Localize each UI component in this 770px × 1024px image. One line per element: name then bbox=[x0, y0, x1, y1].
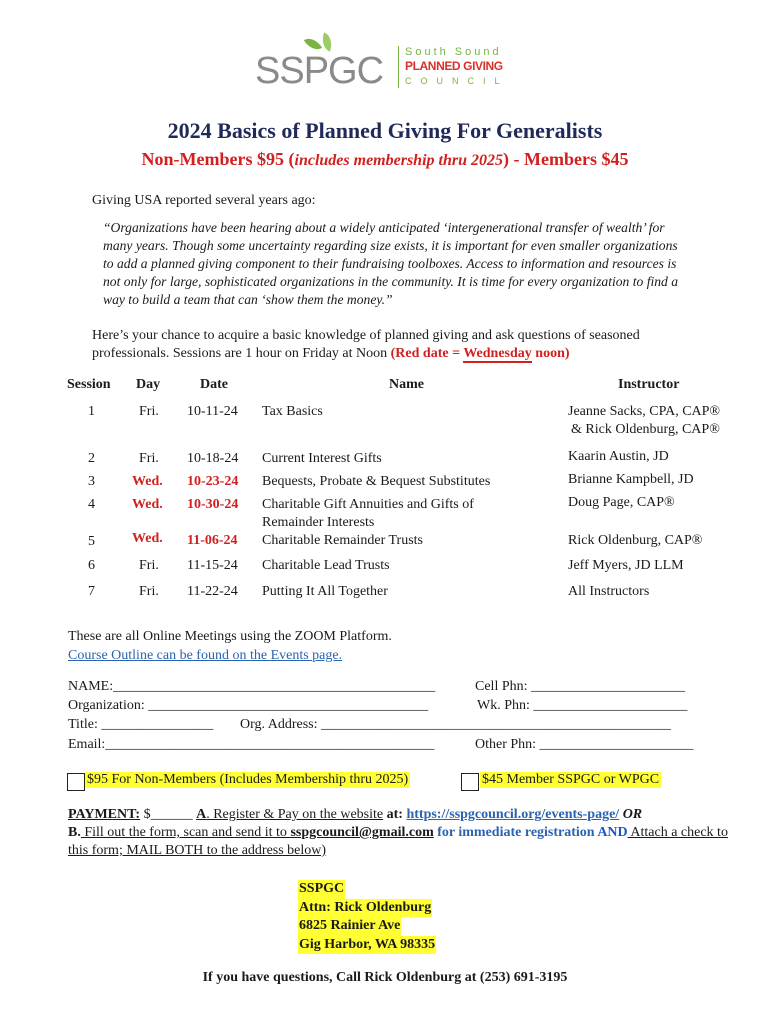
row1-instructor: Jeanne Sacks, CPA, CAP® bbox=[568, 404, 721, 419]
work-phone-field[interactable]: Wk. Phn: ______________________ bbox=[477, 698, 688, 713]
option-b-text: Fill out the form, scan and send it to bbox=[80, 825, 291, 840]
pricing-separator: ) - bbox=[502, 149, 524, 169]
online-text: These are all Online Meetings using the ZOOM Platform. bbox=[68, 629, 392, 644]
row5-instructor: Rick Oldenburg, CAP® bbox=[568, 533, 703, 548]
organization-field[interactable]: Organization: ________________________________________ bbox=[68, 698, 429, 713]
address-line-2: Attn: Rick Oldenburg bbox=[298, 899, 432, 918]
row6-session: 6 bbox=[88, 558, 95, 573]
row5-date: 11-06-24 bbox=[187, 533, 238, 548]
address-line-3: 6825 Rainier Ave bbox=[298, 917, 401, 936]
logo-line-2: PLANNED GIVING bbox=[405, 59, 503, 73]
row1-name: Tax Basics bbox=[262, 404, 323, 419]
row2-name: Current Interest Gifts bbox=[262, 451, 382, 466]
payment-instructions bbox=[68, 806, 728, 860]
row3-session: 3 bbox=[88, 474, 95, 489]
name-field[interactable]: NAME:______________________________________________ bbox=[68, 679, 436, 694]
row1-day: Fri. bbox=[139, 404, 159, 419]
cell-phone-field[interactable]: Cell Phn: ______________________ bbox=[475, 679, 686, 694]
and-text: AND bbox=[597, 825, 628, 840]
row5-name: Charitable Remainder Trusts bbox=[262, 533, 423, 548]
row1-date: 10-11-24 bbox=[187, 404, 238, 419]
red-note-suffix: noon) bbox=[531, 346, 570, 361]
immediate-registration-text: for immediate registration bbox=[433, 825, 598, 840]
row6-instructor: Jeff Myers, JD LLM bbox=[568, 558, 684, 573]
org-address-field[interactable]: Org. Address: __________________________________________________ bbox=[240, 717, 672, 732]
row3-instructor: Brianne Kampbell, JD bbox=[568, 472, 694, 487]
contact-footer: If you have questions, Call Rick Oldenburg at (253) 691-3195 bbox=[202, 970, 568, 985]
payment-amount: $______ bbox=[140, 807, 197, 822]
row7-date: 11-22-24 bbox=[187, 584, 238, 599]
logo bbox=[255, 42, 525, 94]
member-option-label: $45 Member SSPGC or WPGC bbox=[482, 772, 660, 787]
row1-session: 1 bbox=[88, 404, 95, 419]
pricing-nonmember: Non-Members $95 ( bbox=[141, 149, 295, 169]
nonmember-checkbox[interactable] bbox=[67, 773, 85, 791]
member-checkbox[interactable] bbox=[461, 773, 479, 791]
row7-session: 7 bbox=[88, 584, 95, 599]
row2-instructor: Kaarin Austin, JD bbox=[568, 449, 669, 464]
row1-instructor-2: & Rick Oldenburg, CAP® bbox=[571, 422, 720, 437]
red-note-prefix: (Red date = bbox=[390, 346, 464, 361]
page-title: 2024 Basics of Planned Giving For Generalists bbox=[167, 118, 603, 143]
row7-instructor: All Instructors bbox=[568, 584, 650, 599]
intro-text: Giving USA reported several years ago: bbox=[92, 193, 316, 208]
other-phone-field[interactable]: Other Phn: ______________________ bbox=[475, 737, 694, 752]
pricing-member: Members $45 bbox=[523, 149, 629, 169]
row4-date: 10-30-24 bbox=[187, 497, 239, 512]
quote-text: “Organizations have been hearing about a widely anticipated ‘intergenerational transfer of wealth’ for many years. Though some uncertainty regarding size exists, it is important for even smaller organizations to add a planned giving component to their fundraising toolboxes. Access to information and resources is not only for large, sophisticated organizations in the community. It is time for every organization to find a way to build a team that can ‘show them the money.” bbox=[103, 220, 679, 307]
logo-divider bbox=[398, 46, 399, 88]
row6-day: Fri. bbox=[139, 558, 159, 573]
row7-name: Putting It All Together bbox=[262, 584, 388, 599]
header-instructor: Instructor bbox=[618, 377, 680, 392]
course-outline-link[interactable]: Course Outline can be found on the Events page. bbox=[68, 648, 343, 663]
row2-day: Fri. bbox=[139, 451, 159, 466]
or-text: OR bbox=[619, 807, 643, 822]
row6-name: Charitable Lead Trusts bbox=[262, 558, 390, 573]
address-line-1: SSPGC bbox=[298, 880, 345, 899]
row2-date: 10-18-24 bbox=[187, 451, 239, 466]
row4-name-2: Remainder Interests bbox=[262, 515, 375, 530]
header-name: Name bbox=[389, 377, 424, 392]
contact-email[interactable]: sspgcouncil@gmail.com bbox=[290, 825, 434, 840]
events-page-link[interactable]: https://sspgcouncil.org/events-page/ bbox=[406, 807, 620, 822]
row7-day: Fri. bbox=[139, 584, 159, 599]
option-b-label: B. bbox=[68, 825, 81, 840]
row5-session: 5 bbox=[88, 534, 95, 549]
row4-day: Wed. bbox=[132, 497, 163, 512]
leaf-icon bbox=[319, 32, 336, 51]
option-a-text: . Register & Pay on the website bbox=[206, 807, 384, 822]
online-info bbox=[68, 627, 392, 665]
header-session: Session bbox=[67, 377, 111, 392]
header-day: Day bbox=[136, 377, 161, 392]
header-date: Date bbox=[200, 377, 228, 392]
row3-name: Bequests, Probate & Bequest Substitutes bbox=[262, 474, 491, 489]
row4-name: Charitable Gift Annuities and Gifts of bbox=[262, 497, 474, 512]
row4-session: 4 bbox=[88, 497, 95, 512]
red-note-wednesday: Wednesday bbox=[463, 346, 532, 361]
pricing-note: includes membership thru 2025 bbox=[294, 152, 503, 169]
mailing-address bbox=[298, 880, 436, 954]
row3-day: Wed. bbox=[132, 474, 163, 489]
logo-mark: SSPGC bbox=[255, 50, 384, 92]
logo-line-1: South Sound bbox=[405, 46, 502, 58]
row4-instructor: Doug Page, CAP® bbox=[568, 495, 675, 510]
option-a-at: at: bbox=[383, 807, 407, 822]
description-paragraph bbox=[92, 327, 712, 363]
nonmember-option-label: $95 For Non-Members (Includes Membership thru 2025) bbox=[87, 772, 409, 787]
payment-label: PAYMENT: bbox=[68, 807, 141, 822]
option-a-label: A bbox=[196, 807, 207, 822]
row3-date: 10-23-24 bbox=[187, 474, 239, 489]
title-field[interactable]: Title: ________________ bbox=[68, 717, 214, 732]
description-text: Here’s your chance to acquire a basic knowledge of planned giving and ask questions of seasoned professionals. Sessions are 1 hour on Friday at Noon bbox=[92, 328, 640, 361]
row5-day: Wed. bbox=[132, 531, 163, 546]
logo-line-3: COUNCIL bbox=[405, 76, 509, 86]
row6-date: 11-15-24 bbox=[187, 558, 238, 573]
row2-session: 2 bbox=[88, 451, 95, 466]
email-field[interactable]: Email:_______________________________________________ bbox=[68, 737, 435, 752]
pricing-line bbox=[0, 149, 770, 170]
option-b-end: Attach a check to this form; MAIL BOTH to the address below) bbox=[68, 825, 728, 858]
address-line-4: Gig Harbor, WA 98335 bbox=[298, 936, 436, 955]
